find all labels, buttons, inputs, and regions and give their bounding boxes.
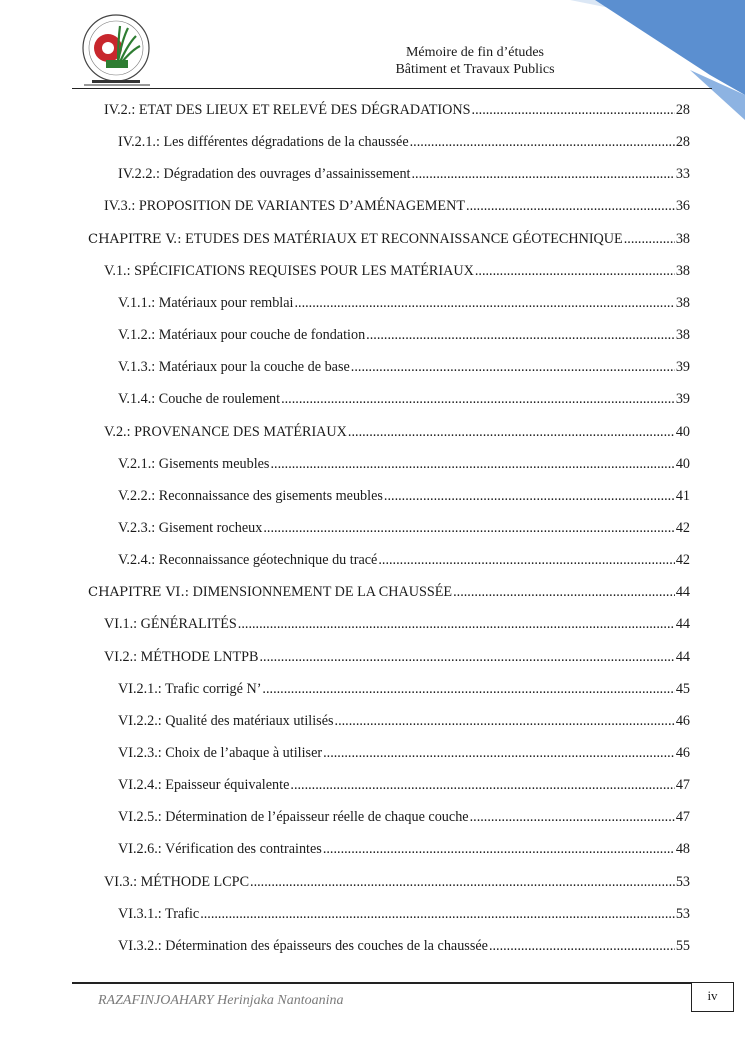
toc-leader-dots bbox=[489, 938, 675, 955]
toc-page-number: 36 bbox=[675, 198, 690, 215]
institution-logo bbox=[78, 12, 158, 90]
toc-page-number: 40 bbox=[675, 423, 690, 440]
toc-leader-dots bbox=[290, 777, 674, 794]
toc-leader-dots bbox=[348, 424, 675, 441]
toc-leader-dots bbox=[294, 295, 674, 312]
toc-entry-label bbox=[88, 584, 452, 601]
toc-entry[interactable] bbox=[118, 777, 690, 797]
toc-entry[interactable] bbox=[118, 488, 690, 508]
toc-leader-dots bbox=[263, 520, 674, 537]
toc-leader-dots bbox=[238, 616, 675, 633]
toc-page-number: 42 bbox=[675, 552, 690, 569]
toc-entry-label bbox=[104, 102, 471, 119]
toc-leader-dots bbox=[270, 456, 674, 473]
toc-entry-label bbox=[118, 327, 365, 344]
toc-entry-label bbox=[118, 295, 293, 312]
toc-leader-dots bbox=[281, 391, 675, 408]
toc-leader-dots bbox=[384, 488, 675, 505]
chapter-prefix: CHAPITRE V.: bbox=[88, 231, 182, 247]
header-subtitle: Bâtiment et Travaux Publics bbox=[395, 62, 555, 77]
toc-entry-label bbox=[104, 874, 249, 891]
toc-entry[interactable] bbox=[118, 327, 690, 347]
toc-entry-label bbox=[118, 906, 199, 923]
toc-entry-label bbox=[118, 391, 280, 408]
toc-entry-text: V.2.2.: Reconnaissance des gisements meubles bbox=[118, 487, 383, 504]
toc-entry-label bbox=[118, 456, 269, 473]
toc-entry[interactable] bbox=[104, 263, 690, 283]
toc-entry-label bbox=[104, 263, 474, 280]
toc-entry[interactable] bbox=[118, 841, 690, 861]
toc-page-number: 28 bbox=[675, 102, 690, 118]
toc-leader-dots bbox=[262, 681, 674, 698]
toc-leader-dots bbox=[411, 166, 674, 183]
toc-entry-label bbox=[104, 649, 258, 666]
toc-entry[interactable] bbox=[118, 713, 690, 733]
toc-entry[interactable] bbox=[118, 359, 690, 379]
toc-entry[interactable] bbox=[104, 649, 690, 669]
toc-page-number: 55 bbox=[675, 937, 690, 954]
toc-leader-dots bbox=[475, 263, 675, 280]
toc-entry[interactable] bbox=[118, 520, 690, 540]
toc-page-number: 46 bbox=[675, 712, 690, 729]
toc-entry[interactable] bbox=[118, 906, 690, 926]
toc-entry-text: VI.2.: MÉTHODE LNTPB bbox=[104, 648, 259, 665]
toc-entry-label bbox=[118, 166, 410, 183]
toc-entry[interactable] bbox=[104, 424, 690, 444]
toc-page-number: 44 bbox=[675, 584, 690, 601]
toc-page-number: 45 bbox=[675, 680, 690, 697]
toc-leader-dots bbox=[466, 198, 675, 215]
toc-entry-text: V.2.1.: Gisements meubles bbox=[118, 455, 270, 472]
toc-leader-dots bbox=[472, 102, 675, 119]
toc-entry-text: VI.2.1.: Trafic corrigé N’ bbox=[118, 680, 262, 697]
toc-entry-text: IV.2.2.: Dégradation des ouvrages d’assainissement bbox=[118, 166, 411, 183]
toc-entry-text: IV.2.: ETAT DES LIEUX ET RELEVÉ DES DÉGRADATIONS bbox=[104, 102, 471, 118]
toc-entry-text: VI.2.5.: Détermination de l’épaisseur réelle de chaque couche bbox=[118, 809, 469, 826]
toc-leader-dots bbox=[335, 713, 675, 730]
toc-entry-label bbox=[118, 520, 262, 537]
toc-entry-text: V.1.4.: Couche de roulement bbox=[118, 391, 281, 408]
toc-leader-dots bbox=[200, 906, 675, 923]
toc-entry-label bbox=[118, 488, 383, 505]
toc-entry-text: VI.2.2.: Qualité des matériaux utilisés bbox=[118, 712, 334, 729]
toc-entry[interactable] bbox=[118, 456, 690, 476]
page-number: iv bbox=[691, 982, 734, 1012]
header-title: Mémoire de fin d’études bbox=[405, 45, 544, 60]
toc-page-number: 42 bbox=[675, 519, 690, 536]
toc-entry-text: IV.3.: PROPOSITION DE VARIANTES D’AMÉNAGEMENT bbox=[104, 198, 466, 215]
toc-leader-dots bbox=[351, 359, 675, 376]
toc-entry-label bbox=[118, 552, 377, 569]
toc-entry-label bbox=[104, 198, 465, 215]
toc-page-number: 46 bbox=[675, 745, 690, 761]
toc-page-number: 41 bbox=[675, 487, 690, 504]
toc-page-number: 44 bbox=[675, 616, 690, 633]
toc-leader-dots bbox=[470, 809, 675, 826]
toc-leader-dots bbox=[410, 134, 675, 151]
toc-entry-text: DIMENSIONNEMENT DE LA CHAUSSÉE bbox=[189, 584, 453, 601]
toc-leader-dots bbox=[366, 327, 675, 344]
document-header bbox=[340, 44, 610, 78]
toc-entry-text: V.2.: PROVENANCE DES MATÉRIAUX bbox=[104, 423, 347, 440]
toc-entry-text: VI.3.2.: Détermination des épaisseurs des couches de la chaussée bbox=[118, 937, 488, 954]
toc-page-number: 53 bbox=[675, 873, 690, 890]
toc-entry[interactable] bbox=[118, 745, 690, 765]
toc-entry[interactable] bbox=[118, 295, 690, 315]
toc-entry-text: V.2.3.: Gisement rocheux bbox=[118, 519, 263, 536]
toc-entry[interactable] bbox=[118, 134, 690, 154]
toc-entry-text: V.2.4.: Reconnaissance géotechnique du tracé bbox=[118, 552, 378, 569]
toc-entry-label bbox=[118, 713, 334, 730]
toc-entry[interactable] bbox=[118, 166, 690, 186]
toc-leader-dots bbox=[453, 584, 675, 601]
toc-entry-label bbox=[118, 777, 289, 794]
toc-page-number: 38 bbox=[675, 262, 690, 279]
footer-divider bbox=[72, 982, 692, 984]
toc-entry[interactable] bbox=[104, 874, 690, 894]
toc-entry-label bbox=[118, 359, 350, 376]
toc-leader-dots bbox=[624, 231, 675, 248]
toc-entry[interactable] bbox=[118, 938, 690, 958]
toc-entry-text: VI.3.: MÉTHODE LCPC bbox=[104, 873, 250, 890]
toc-entry-label bbox=[104, 616, 237, 633]
toc-leader-dots bbox=[250, 874, 675, 891]
toc-page-number: 28 bbox=[675, 134, 690, 151]
toc-entry-text: VI.2.6.: Vérification des contraintes bbox=[118, 841, 322, 858]
toc-entry-label bbox=[118, 841, 322, 858]
toc-entry[interactable] bbox=[88, 584, 690, 604]
toc-entry-text: ETUDES DES MATÉRIAUX ET RECONNAISSANCE GÉOTECHNIQUE bbox=[181, 230, 623, 247]
toc-page-number: 44 bbox=[675, 648, 690, 665]
toc-page-number: 39 bbox=[675, 391, 690, 408]
toc-entry[interactable] bbox=[104, 616, 690, 636]
toc-page-number: 38 bbox=[675, 327, 690, 344]
toc-entry[interactable] bbox=[104, 198, 690, 218]
toc-page-number: 33 bbox=[675, 166, 690, 183]
toc-entry-text: VI.2.4.: Epaisseur équivalente bbox=[118, 777, 290, 794]
header-divider bbox=[72, 88, 712, 89]
toc-entry[interactable] bbox=[88, 231, 690, 251]
toc-entry[interactable] bbox=[104, 102, 690, 122]
toc-entry-label bbox=[118, 681, 261, 698]
toc-entry-label bbox=[118, 745, 322, 762]
toc-entry-text: V.1.3.: Matériaux pour la couche de base bbox=[118, 359, 350, 376]
toc-leader-dots bbox=[323, 841, 675, 858]
toc-entry-label bbox=[118, 134, 409, 151]
toc-entry-label bbox=[118, 938, 488, 955]
toc-entry[interactable] bbox=[118, 681, 690, 701]
toc-leader-dots bbox=[323, 745, 675, 762]
toc-entry-text: VI.2.3.: Choix de l’abaque à utiliser bbox=[118, 745, 323, 761]
toc-entry-text: VI.1.: GÉNÉRALITÉS bbox=[104, 616, 237, 633]
toc-page-number: 53 bbox=[675, 905, 690, 922]
toc-page-number: 40 bbox=[675, 455, 690, 472]
toc-entry-text: V.1.1.: Matériaux pour remblai bbox=[118, 294, 294, 311]
toc-leader-dots bbox=[259, 649, 674, 666]
toc-entry[interactable] bbox=[118, 391, 690, 411]
toc-page-number: 47 bbox=[675, 809, 690, 826]
toc-entry-text: IV.2.1.: Les différentes dégradations de la chaussée bbox=[118, 134, 409, 151]
toc-entry-label bbox=[118, 809, 469, 826]
toc-entry-text: V.1.2.: Matériaux pour couche de fondation bbox=[118, 327, 366, 344]
chapter-prefix: CHAPITRE VI.: bbox=[88, 585, 190, 601]
toc-page-number: 38 bbox=[675, 230, 690, 247]
toc-page-number: 38 bbox=[675, 294, 690, 311]
toc-entry[interactable] bbox=[118, 552, 690, 572]
toc-page-number: 48 bbox=[675, 841, 690, 858]
toc-entry-label bbox=[104, 424, 347, 441]
toc-entry[interactable] bbox=[118, 809, 690, 829]
toc-page-number: 39 bbox=[675, 359, 690, 376]
toc-page-number: 47 bbox=[675, 777, 690, 794]
footer-author: RAZAFINJOAHARY Herinjaka Nantoanina bbox=[98, 993, 344, 1008]
toc-entry-text: VI.3.1.: Trafic bbox=[118, 905, 200, 922]
toc-leader-dots bbox=[378, 552, 674, 569]
toc-entry-label bbox=[88, 231, 623, 248]
toc-entry-text: V.1.: SPÉCIFICATIONS REQUISES POUR LES MATÉRIAUX bbox=[104, 262, 474, 279]
